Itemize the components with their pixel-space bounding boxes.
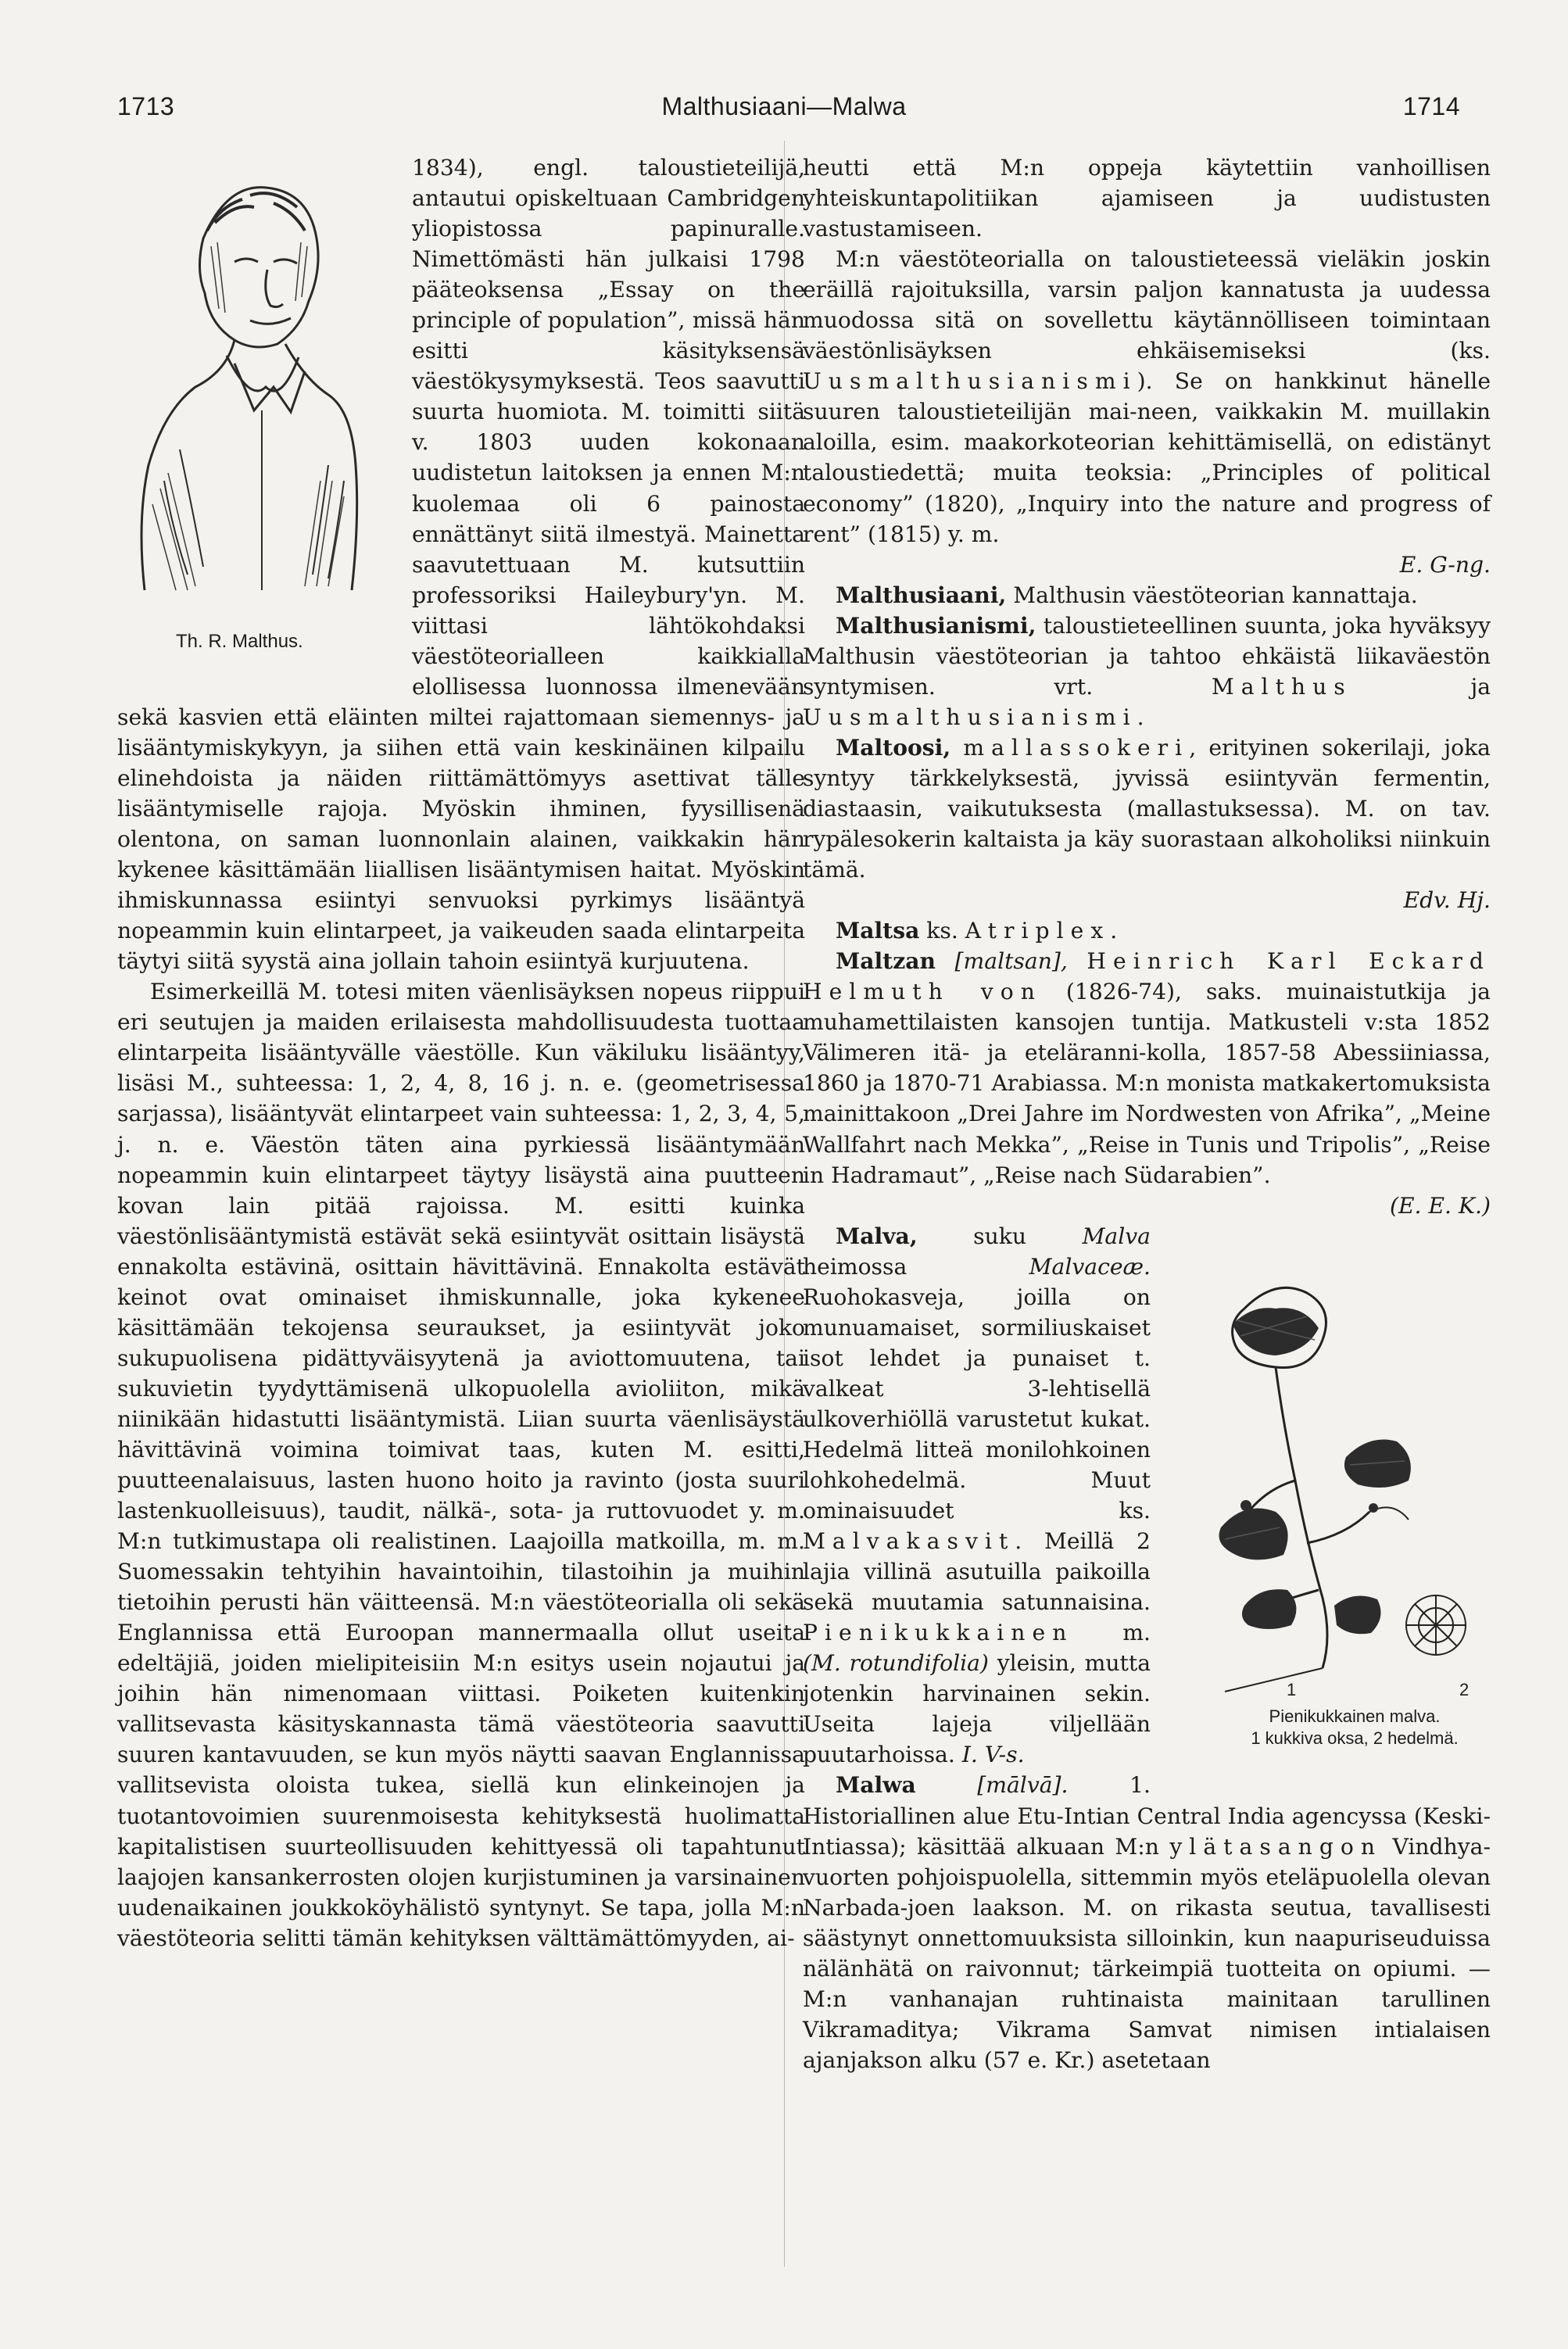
malthus-continuation: heutti että M:n oppeja käytettiin vanhoillisen yhteiskuntapolitiikan ajamiseen ja uudistusten vastustamiseen. — [803, 155, 1491, 242]
conjunction-text: ja — [1470, 673, 1491, 700]
malva-text-5: m. — [1122, 1620, 1151, 1646]
signature-maltzan: (E. E. K.) — [1389, 1192, 1491, 1219]
synonym-mallassokeri: mallassokeri — [963, 734, 1190, 761]
entry-maltoosi — [803, 732, 1491, 915]
theory-text-a: M:n väestöteorialla on taloustieteessä vieläkin joskin eräillä rajoituksilla, varsin paljon kannatusta ja uudessa muodossa sitä on sovellettu käytännölliseen toimintaan väestönlisäyksen ehkäisemiseksi (ks. — [803, 246, 1491, 364]
running-title: Malthusiaani—Malwa — [661, 92, 907, 120]
figure-label-2: 2 — [1459, 1679, 1470, 1699]
headword-maltzan: Maltzan — [836, 948, 936, 975]
definition-maltoosi: , erityinen sokerilaji, joka syntyy tärkkelyksestä, jyvissä esiintyvän fermentin, diastaasin, vaikutuksesta (mallastuksessa). M. on tav. rypälesokerin kaltaista ja käy suorastaan alkoholiksi niinkuin tämä. — [803, 734, 1491, 883]
malthus-engraving — [117, 152, 383, 621]
headword-malthusiaani: Malthusiaani, — [836, 582, 1007, 608]
malva-text-2: heimossa — [803, 1253, 908, 1280]
definition-maltzan: (1826-74), saks. muinaistutkija ja muhamettilaisten kansojen tuntija. Matkusteli v:sta 1852 Välimeren itä- ja eteläranni-kolla, 1857-58 Abessiiniassa, 1860 ja 1870-71 Arabiassa. M:n monista matkakertomuksista mainittakoon „Drei Jahre im Nordwesten von Afrika”, „Meine Wallfahrt nach Mekka”, „Reise in Tunis und Tripolis”, „Reise in Hadramaut”, „Reise nach Südarabien”. — [803, 979, 1491, 1188]
entry-malwa — [803, 1770, 1491, 2075]
malva-family: Malvaceæ. — [1029, 1253, 1151, 1280]
headword-malva: Malva, — [836, 1223, 918, 1249]
fullname-maltzan: Heinrich Karl Eckard Helmuth von — [803, 948, 1491, 1005]
page-number-right: 1714 — [1402, 92, 1460, 120]
entry-maltsa — [803, 915, 1491, 946]
figure-label-1: 1 — [1287, 1679, 1297, 1699]
malwa-text-2: Vindhya-vuorten pohjoispuolella, sittemmin myös eteläpuolella olevan Narbada-joen laakson. M. on rikasta seutua, tavallisesti säästynyt onnettomuuksista silloinkin, kun naapuriseuduissa nälänhätä on raivonnut; tärkeimpiä tuotteita on opiumi. — M:n vanhanajan ruhtinaista mainitaan tarullinen Vikramaditya; Vikrama Samvat nimisen intialaisen ajanjakson alku (57 e. Kr.) asetetaan — [803, 1833, 1491, 2073]
malva-genus: Malva — [1082, 1223, 1151, 1249]
malthus-theory-paragraph — [803, 244, 1491, 580]
entry-malva — [803, 1221, 1491, 1771]
headword-malwa: Malwa — [836, 1772, 916, 1799]
malwa-text-1: 1. Historiallinen alue Etu-Intian Central India agencyssa (Keski-Intiassa); käsittää alkuaan M:n — [803, 1772, 1491, 1860]
malva-text-4: . Meillä 2 lajia villinä asutuilla paikoilla sekä muutamia satunnaisina. — [803, 1528, 1151, 1616]
xref-uusmalthusianismi-2[interactable]: Uusmalthusianismi — [803, 704, 1137, 730]
portrait-caption: Th. R. Malthus. — [176, 631, 303, 652]
author-signature: E. G-ng. — [1399, 551, 1491, 578]
xref-uusmalthusianismi[interactable]: Uusmalthusianismi — [803, 368, 1137, 395]
malva-text-1: suku — [973, 1223, 1027, 1249]
malva-illustration — [1158, 1230, 1491, 1781]
malva-caption-sub: 1 kukkiva oksa, 2 hedelmä. — [1251, 1728, 1459, 1748]
malva-text-3: Ruohokasveja, joilla on munuamaiset, sormiliuskaiset isot lehdet ja punaiset t. valkeat 3-lehtisellä ulkoverhiöllä varustetut kukat. Hedelmä litteä monilohkoinen lohkohedelmä. Muut ominaisuudet ks. — [803, 1284, 1151, 1524]
species-pienikukkainen: Pienikukkainen — [803, 1620, 1074, 1646]
malva-caption — [1182, 1706, 1495, 1749]
xref-malthus[interactable]: Malthus — [1211, 673, 1352, 700]
term-ylatasangon: ylätasangon — [1169, 1833, 1383, 1860]
see-text: ks. — [926, 918, 958, 944]
theory-text-b: ). Se on hankkinut hänelle suuren taloustieteilijän mai-neen, vaikkakin M. muillakin aloilla, esim. maakorkoteorian kehittämisellä, on edistänyt taloustiedettä; muita teoksia: „Principles of political economy” (1820), „Inquiry into the nature and progress of rent” (1815) y. m. — [803, 368, 1491, 547]
definition-malthusiaani: Malthusin väestöteorian kannattaja. — [1013, 582, 1418, 608]
malthus-paragraph-2: Esimerkeillä M. totesi miten väenlisäyksen nopeus riippui eri seutujen ja maiden erilaisesta mahdollisuudesta tuottaa elintarpeita lisääntyvälle väestölle. Kun väkiluku lisääntyy, lisäsi M., suhteessa: 1, 2, 4, 8, 16 j. n. e. (geometrisessa sarjassa), lisääntyvät elintarpeet vain suhteessa: 1, 2, 3, 4, 5, j. n. e. Väestön täten aina pyrkiessä lisääntymään nopeammin kuin elintarpeet täytyy lisäystä aina puutteen kovan lain pitää rajoissa. M. esitti kuinka väestönlisääntymistä estävät sekä esiintyvät osittain lisäystä ennakolta estävinä, osittain hävittävinä. Ennakolta estävät keinot ovat ominaiset ihmiskunnalle, joka kykenee käsittämään tekojensa seuraukset, ja esiintyvät joko sukupuolisena pidättyväisyytenä ja aviottomuutena, tai sukuvietin tyydyttämisenä ulkopuolella avioliiton, mikä niinikään hidastutti lisääntymistä. Liian suurta väenlisäystä hävittävinä voimina toimivat taas, kuten M. esitti, puutteenalaisuus, lasten huono hoito ja ravinto (josta suuri lastenkuolleisuus), taudit, nälkä-, sota- ja ruttovuodet y. m. M:n tutkimustapa oli realistinen. Laajoilla matkoilla, m. m. Suomessakin tehtyihin havaintoihin, tilastoihin ja muihin tietoihin perusti hän väitteensä. M:n väestöteorialla oli sekä Englannissa että Euroopan mannermaalla ollut useita edeltäjiä, joiden mielipiteisiin M:n esitys usein nojautui ja joihin hän nimenomaan viittasi. Poiketen kuitenkin vallitsevasta käsityskannasta tämä väestöteoria saavutti suuren kantavuuden, se kun myös näytti saavan Englannissa vallitsevista oloista tukea, siellä kun elinkeinojen ja tuotantovoimien suurenmoisesta kehityksestä huolimatta kapitalistisen suurteollisuuden kehittyessä oli tapahtunut laajojen kansankerrosten olojen kurjistuminen ja varsinainen uudenaikainen joukkoköyhälistö syntynyt. Se tapa, jolla M:n väestöteoria selitti tämän kehityksen välttämättömyyden, ai- — [117, 979, 805, 1951]
xref-malvakasvit[interactable]: Malvakasvit — [803, 1528, 1015, 1555]
entry-malthusianismi — [803, 611, 1491, 732]
malva-drawing — [1158, 1230, 1487, 1699]
malthus-portrait — [117, 152, 395, 670]
signature-malva: I. V-s. — [961, 1742, 1025, 1768]
right-column — [803, 152, 1491, 2075]
signature-maltoosi: Edv. Hj. — [1403, 887, 1491, 914]
pronunciation-maltzan: [maltsan], — [954, 948, 1068, 975]
pronunciation-malwa: [mālvā]. — [977, 1772, 1069, 1799]
malva-caption-title: Pienikukkainen malva. — [1269, 1706, 1441, 1726]
period-text-2: . — [1110, 918, 1118, 944]
headword-maltsa: Maltsa — [836, 918, 920, 944]
period-text: . — [1137, 704, 1144, 730]
malthus-paragraph-1: 1834), engl. taloustieteilijä, antautui opiskeltuaan Cambridgen yliopistossa papinuralle. Nimettömästi hän julkaisi 1798 pääteoksensa „Essay on the principle of population”, missä hän esitti käsityksensä väestökysymyksestä. Teos saavutti suurta huomiota. M. toimitti siitä v. 1803 uuden kokonaan uudistetun laitoksen ja ennen M:n kuolemaa oli 6 painosta ennättänyt siitä ilmestyä. Mainetta saavutettuaan M. kutsuttiin professoriksi Haileybury'yn. M. viittasi lähtökohdaksi väestöteorialleen kaikkialla elollisessa luonnossa ilmenevään sekä kasvien että eläinten miltei rajattomaan siemennys- ja lisääntymiskykyyn, ja siihen että vain keskinäinen kilpailu elinehdoista ja näiden riittämättömyys asettivat tälle lisääntymiselle rajoja. Myöskin ihminen, fyysillisenä olentona, on saman luonnonlain alainen, vaikkakin hän kykenee käsittämään liiallisen lisääntymisen haitat. Myöskin ihmiskunnassa esiintyi senvuoksi pyrkimys lisääntyä nopeammin kuin elintarpeet, ja vaikeuden saada elintarpeita täytyi siitä syystä aina jollain tahoin esiintyä kurjuutena. — [117, 155, 805, 975]
page-number-left: 1713 — [117, 92, 175, 120]
definition-malthusianismi: taloustieteellinen suunta, joka hyväksyy Malthusin väestöteorian ja tahtoo ehkäistä liikaväestön syntymisen. vrt. — [803, 612, 1491, 700]
malva-text-6: yleisin, mutta jotenkin harvinainen sekin. Useita lajeja viljellään puutarhoissa. — [803, 1650, 1151, 1768]
entry-malthusiaani — [803, 580, 1491, 611]
left-column — [117, 152, 805, 1953]
malva-species-latin: (M. rotundifolia) — [803, 1650, 989, 1677]
entry-maltzan — [803, 946, 1491, 1220]
headword-maltoosi: Maltoosi, — [836, 734, 951, 761]
xref-atriplex[interactable]: Atriplex — [965, 918, 1111, 944]
headword-malthusianismi: Malthusianismi, — [836, 612, 1036, 639]
